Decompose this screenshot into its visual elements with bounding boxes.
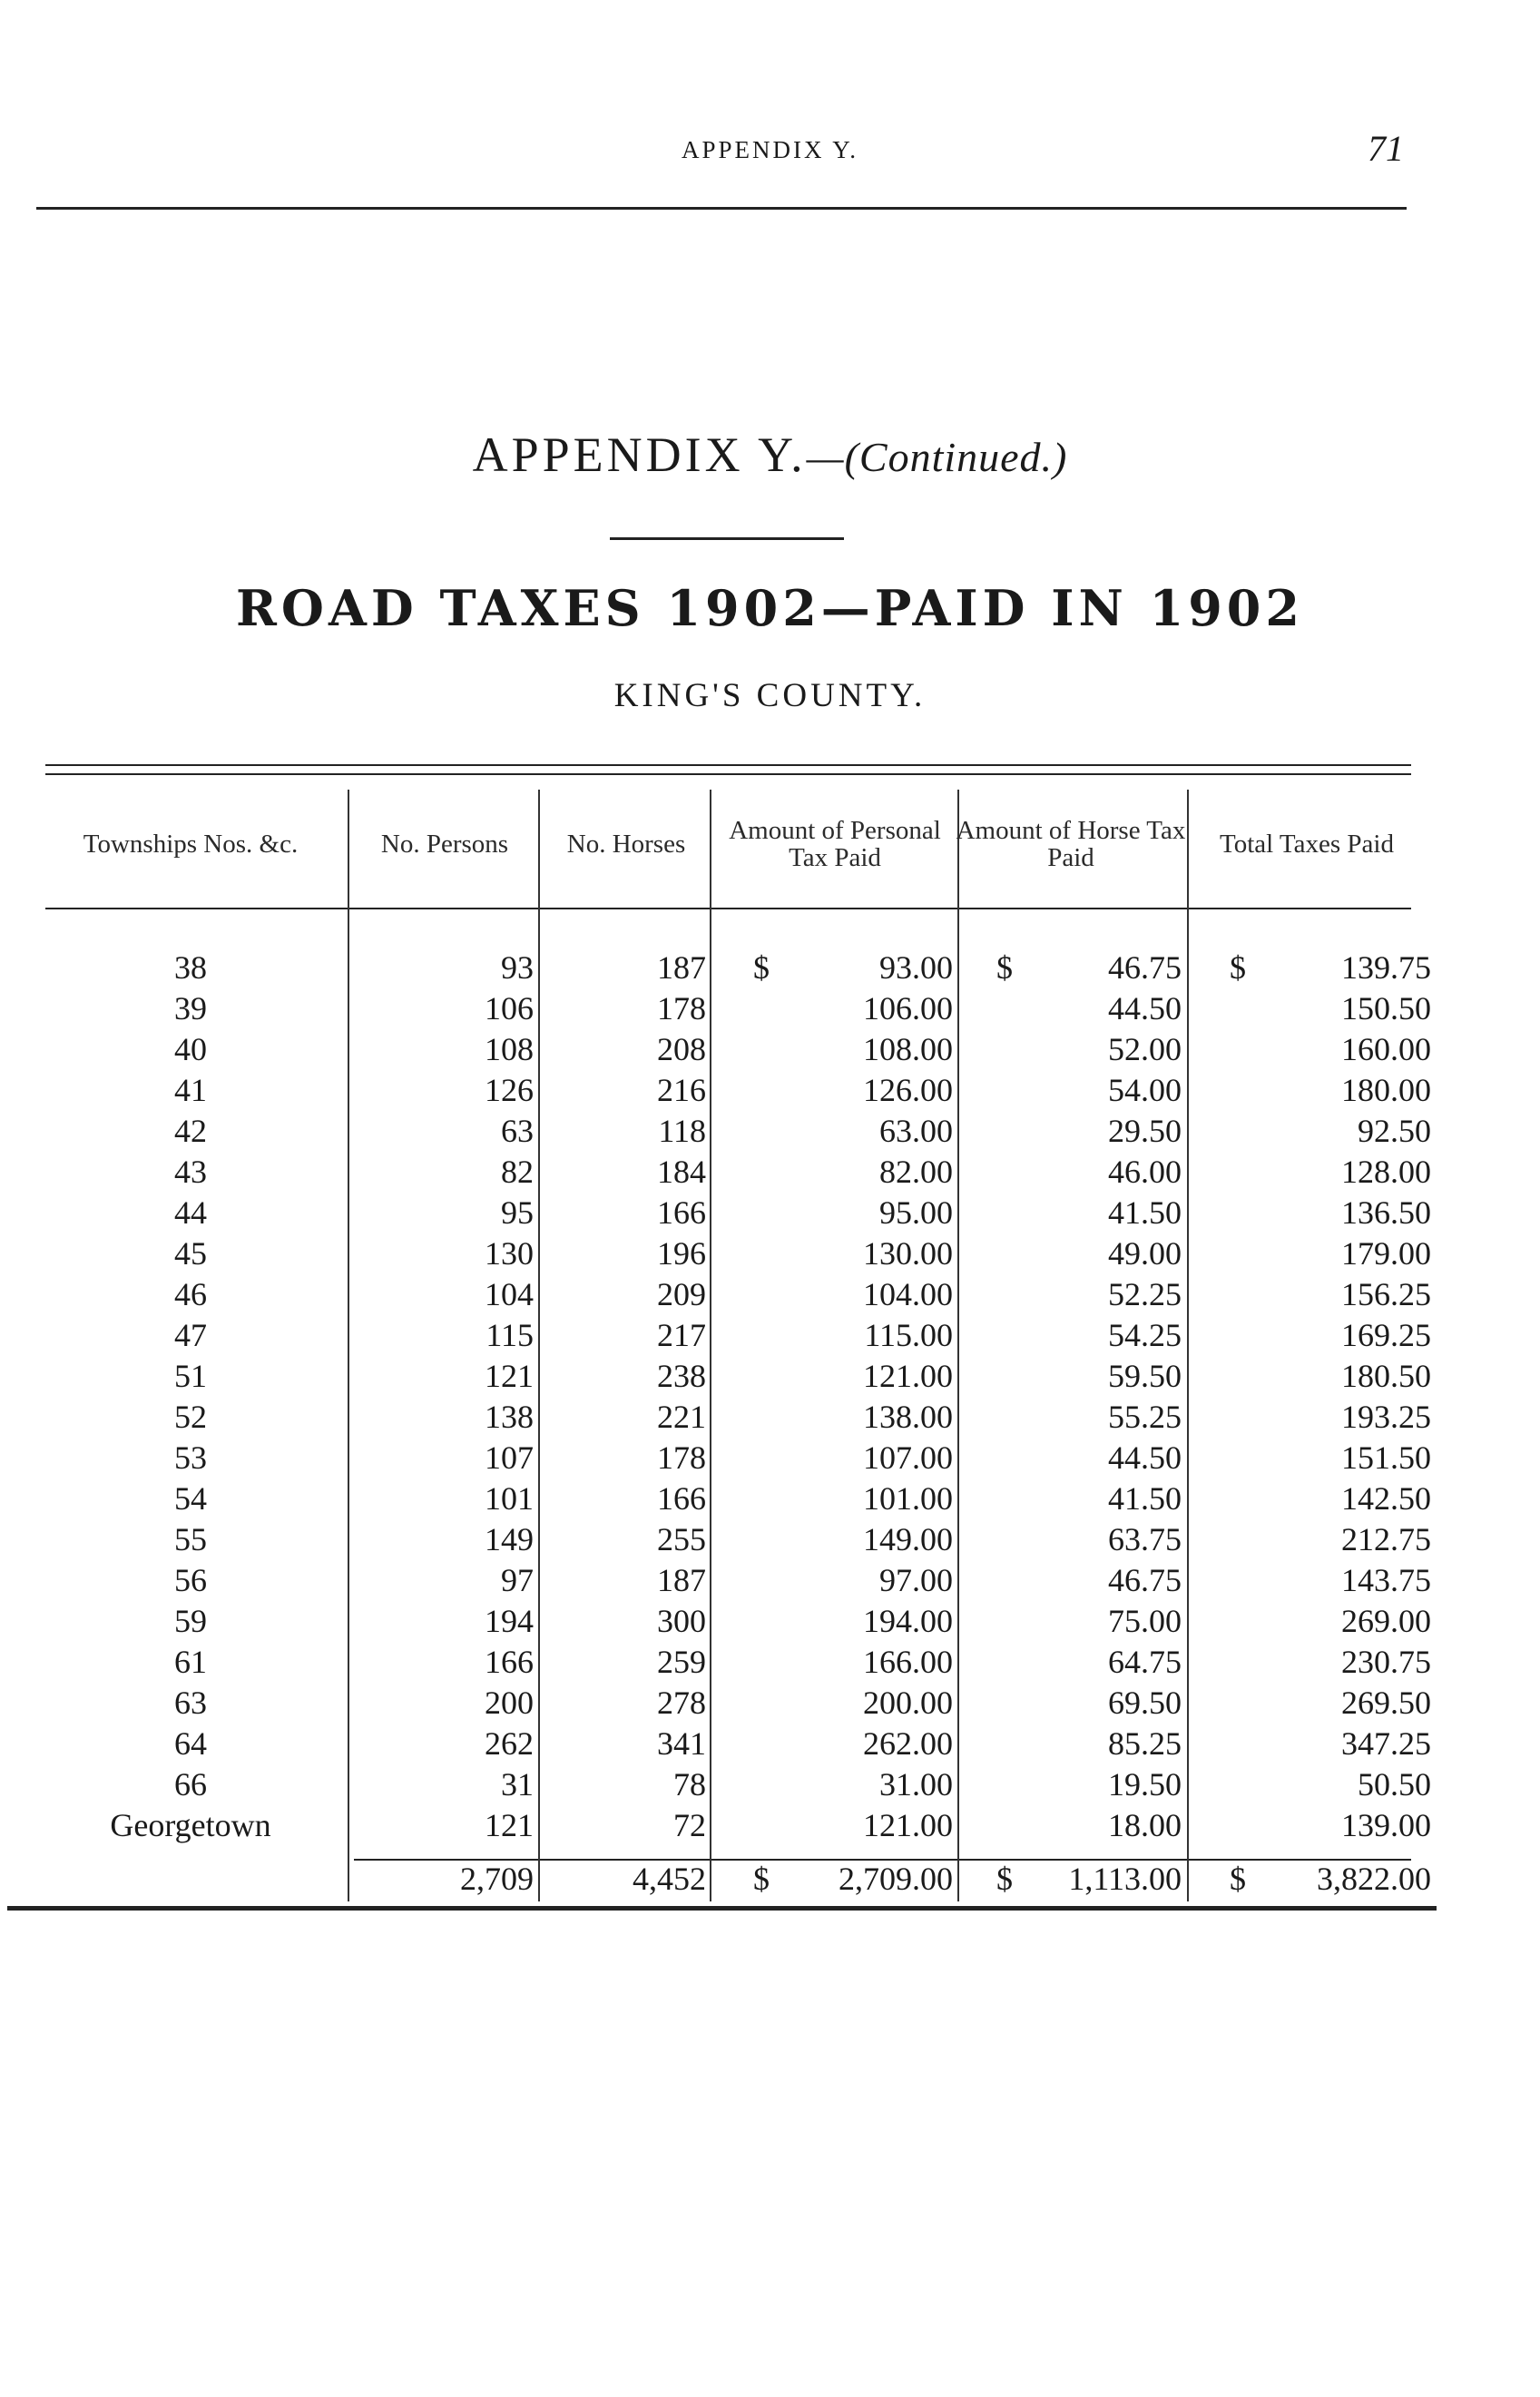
township-cell: Georgetown [110, 1807, 271, 1843]
township-cell: 38 [174, 949, 207, 986]
table-bottom-rule [7, 1906, 1437, 1911]
persons-cell: 166 [485, 1644, 534, 1680]
table-row [0, 1233, 1540, 1274]
total-tax-cell: 269.50 [1341, 1685, 1431, 1721]
persons-cell: 95 [501, 1194, 534, 1231]
township-cell: 40 [174, 1031, 207, 1067]
township-cell: 39 [174, 990, 207, 1027]
table-row [0, 1152, 1540, 1193]
persons-cell: 121 [485, 1807, 534, 1843]
horse-tax-cell: 52.25 [1108, 1276, 1182, 1312]
township-cell: 45 [174, 1235, 207, 1272]
running-title: APPENDIX Y. [681, 136, 859, 163]
horses-cell: 178 [657, 1439, 706, 1476]
personal-tax-cell: 95.00 [879, 1194, 953, 1231]
header-persons: No. Persons [380, 829, 509, 859]
table-row [0, 1070, 1540, 1111]
county-title: KING'S COUNTY. [613, 677, 927, 714]
total-tax-cell: 139.00 [1341, 1807, 1431, 1843]
table-row [0, 1683, 1540, 1724]
horse-tax-cell: 64.75 [1108, 1644, 1182, 1680]
title-rule [610, 537, 844, 540]
horses-cell: 209 [657, 1276, 706, 1312]
persons-cell: 115 [486, 1317, 534, 1353]
horse-tax-cell: 69.50 [1108, 1685, 1182, 1721]
horses-cell: 259 [657, 1644, 706, 1680]
personal-tax-cell: 106.00 [863, 990, 953, 1027]
township-cell: 52 [174, 1399, 207, 1435]
township-cell: 51 [174, 1358, 207, 1394]
personal-tax-cell: 262.00 [863, 1725, 953, 1762]
dollar-sign: $ [1230, 949, 1246, 986]
township-cell: 56 [174, 1562, 207, 1598]
personal-tax-cell: 107.00 [863, 1439, 953, 1476]
township-cell: 44 [174, 1194, 207, 1231]
personal-tax-cell: 82.00 [879, 1154, 953, 1190]
township-cell: 59 [174, 1603, 207, 1639]
header-total-taxes: Total Taxes Paid [1220, 829, 1394, 859]
personal-tax-cell: 93.00 [879, 949, 953, 986]
table-row [0, 1397, 1540, 1438]
horses-cell: 278 [657, 1685, 706, 1721]
header-horse-tax: Amount of Horse Tax Paid [956, 815, 1186, 872]
table-row [0, 1438, 1540, 1478]
total-tax-cell: 347.25 [1341, 1725, 1431, 1762]
horses-cell: 166 [657, 1480, 706, 1517]
total-tax-cell: 193.25 [1341, 1399, 1431, 1435]
horse-tax-cell: 46.75 [1108, 949, 1182, 986]
horse-tax-cell: 55.25 [1108, 1399, 1182, 1435]
header-bottom-rule [45, 908, 1411, 909]
personal-tax-cell: 166.00 [863, 1644, 953, 1680]
total-tax-cell: 180.50 [1341, 1358, 1431, 1394]
township-cell: 47 [174, 1317, 207, 1353]
township-cell: 41 [174, 1072, 207, 1108]
dollar-sign: $ [753, 1861, 770, 1897]
horses-cell: 118 [658, 1113, 706, 1149]
personal-tax-cell: 31.00 [879, 1766, 953, 1803]
totals-row [0, 1859, 1540, 1900]
township-cell: 54 [174, 1480, 207, 1517]
table-row [0, 1315, 1540, 1356]
total-tax-cell: 142.50 [1341, 1480, 1431, 1517]
horses-cell: 187 [657, 1562, 706, 1598]
personal-tax-cell: 121.00 [863, 1358, 953, 1394]
horse-tax-cell: 41.50 [1108, 1194, 1182, 1231]
total-horses-cell: 4,452 [633, 1861, 706, 1897]
total-tax-cell: 139.75 [1341, 949, 1431, 986]
horses-cell: 196 [657, 1235, 706, 1272]
personal-tax-cell: 149.00 [863, 1521, 953, 1557]
personal-tax-cell: 121.00 [863, 1807, 953, 1843]
personal-tax-cell: 194.00 [863, 1603, 953, 1639]
total-tax-cell: 136.50 [1341, 1194, 1431, 1231]
persons-cell: 106 [485, 990, 534, 1027]
table-row [0, 1478, 1540, 1519]
horses-cell: 178 [657, 990, 706, 1027]
persons-cell: 126 [485, 1072, 534, 1108]
horses-cell: 216 [657, 1072, 706, 1108]
table-row [0, 1642, 1540, 1683]
persons-cell: 108 [485, 1031, 534, 1067]
personal-tax-cell: 63.00 [879, 1113, 953, 1149]
total-tax-cell: 230.75 [1341, 1644, 1431, 1680]
total-total-tax-cell: 3,822.00 [1317, 1861, 1431, 1897]
personal-tax-cell: 126.00 [863, 1072, 953, 1108]
horse-tax-cell: 54.00 [1108, 1072, 1182, 1108]
header-townships: Townships Nos. &c. [83, 829, 299, 859]
horses-cell: 341 [657, 1725, 706, 1762]
personal-tax-cell: 101.00 [863, 1480, 953, 1517]
total-tax-cell: 179.00 [1341, 1235, 1431, 1272]
horse-tax-cell: 18.00 [1108, 1807, 1182, 1843]
continued-label: —(Continued.) [806, 434, 1068, 480]
table-row [0, 1111, 1540, 1152]
township-cell: 43 [174, 1154, 207, 1190]
persons-cell: 31 [501, 1766, 534, 1803]
horse-tax-cell: 75.00 [1108, 1603, 1182, 1639]
table-row [0, 1519, 1540, 1560]
persons-cell: 149 [485, 1521, 534, 1557]
horse-tax-cell: 52.00 [1108, 1031, 1182, 1067]
horses-cell: 300 [657, 1603, 706, 1639]
horse-tax-cell: 19.50 [1108, 1766, 1182, 1803]
total-tax-cell: 169.25 [1341, 1317, 1431, 1353]
total-horse-tax-cell: 1,113.00 [1068, 1861, 1182, 1897]
persons-cell: 97 [501, 1562, 534, 1598]
horse-tax-cell: 44.50 [1108, 1439, 1182, 1476]
persons-cell: 200 [485, 1685, 534, 1721]
persons-cell: 121 [485, 1358, 534, 1394]
personal-tax-cell: 115.00 [864, 1317, 953, 1353]
persons-cell: 93 [501, 949, 534, 986]
horses-cell: 221 [657, 1399, 706, 1435]
horses-cell: 72 [673, 1807, 706, 1843]
dollar-sign: $ [996, 1861, 1013, 1897]
township-cell: 42 [174, 1113, 207, 1149]
table-row [0, 948, 1540, 988]
horse-tax-cell: 85.25 [1108, 1725, 1182, 1762]
personal-tax-cell: 130.00 [863, 1235, 953, 1272]
horse-tax-cell: 54.25 [1108, 1317, 1182, 1353]
horse-tax-cell: 59.50 [1108, 1358, 1182, 1394]
horse-tax-cell: 46.75 [1108, 1562, 1182, 1598]
table-row [0, 1724, 1540, 1764]
table-row [0, 1805, 1540, 1846]
horse-tax-cell: 29.50 [1108, 1113, 1182, 1149]
personal-tax-cell: 200.00 [863, 1685, 953, 1721]
table-row [0, 1274, 1540, 1315]
total-persons-cell: 2,709 [460, 1861, 534, 1897]
total-tax-cell: 180.00 [1341, 1072, 1431, 1108]
township-cell: 64 [174, 1725, 207, 1762]
horses-cell: 166 [657, 1194, 706, 1231]
persons-cell: 82 [501, 1154, 534, 1190]
horses-cell: 208 [657, 1031, 706, 1067]
table-row [0, 1764, 1540, 1805]
horse-tax-cell: 46.00 [1108, 1154, 1182, 1190]
header-horses: No. Horses [566, 829, 686, 859]
township-cell: 66 [174, 1766, 207, 1803]
header-rule [36, 207, 1407, 210]
persons-cell: 104 [485, 1276, 534, 1312]
table-row [0, 988, 1540, 1029]
appendix-label: APPENDIX Y. [472, 427, 807, 482]
total-tax-cell: 212.75 [1341, 1521, 1431, 1557]
table-top-rule [45, 764, 1411, 766]
persons-cell: 130 [485, 1235, 534, 1272]
total-tax-cell: 50.50 [1358, 1766, 1431, 1803]
horse-tax-cell: 44.50 [1108, 990, 1182, 1027]
horse-tax-cell: 41.50 [1108, 1480, 1182, 1517]
table-row [0, 1560, 1540, 1601]
persons-cell: 138 [485, 1399, 534, 1435]
township-cell: 46 [174, 1276, 207, 1312]
personal-tax-cell: 138.00 [863, 1399, 953, 1435]
persons-cell: 107 [485, 1439, 534, 1476]
horses-cell: 255 [657, 1521, 706, 1557]
total-tax-cell: 160.00 [1341, 1031, 1431, 1067]
township-cell: 55 [174, 1521, 207, 1557]
table-top-rule-2 [45, 773, 1411, 775]
horses-cell: 184 [657, 1154, 706, 1190]
total-personal-tax-cell: 2,709.00 [839, 1861, 953, 1897]
township-cell: 61 [174, 1644, 207, 1680]
total-tax-cell: 151.50 [1341, 1439, 1431, 1476]
total-tax-cell: 128.00 [1341, 1154, 1431, 1190]
table-row [0, 1356, 1540, 1397]
personal-tax-cell: 108.00 [863, 1031, 953, 1067]
appendix-title [0, 427, 1540, 483]
horses-cell: 78 [673, 1766, 706, 1803]
table-row [0, 1601, 1540, 1642]
dollar-sign: $ [996, 949, 1013, 986]
persons-cell: 101 [485, 1480, 534, 1517]
main-title: ROAD TAXES 1902—PAID IN 1902 [236, 579, 1304, 637]
table-row [0, 1193, 1540, 1233]
page-number: 71 [1368, 128, 1404, 169]
persons-cell: 262 [485, 1725, 534, 1762]
horses-cell: 217 [657, 1317, 706, 1353]
horse-tax-cell: 63.75 [1108, 1521, 1182, 1557]
persons-cell: 63 [501, 1113, 534, 1149]
total-tax-cell: 156.25 [1341, 1276, 1431, 1312]
horse-tax-cell: 49.00 [1108, 1235, 1182, 1272]
horses-cell: 187 [657, 949, 706, 986]
dollar-sign: $ [1230, 1861, 1246, 1897]
total-tax-cell: 92.50 [1358, 1113, 1431, 1149]
persons-cell: 194 [485, 1603, 534, 1639]
total-tax-cell: 269.00 [1341, 1603, 1431, 1639]
header-personal-tax: Amount of Personal Tax Paid [729, 815, 941, 872]
total-tax-cell: 150.50 [1341, 990, 1431, 1027]
dollar-sign: $ [753, 949, 770, 986]
table-row [0, 1029, 1540, 1070]
running-head [0, 128, 1540, 191]
horses-cell: 238 [657, 1358, 706, 1394]
total-tax-cell: 143.75 [1341, 1562, 1431, 1598]
township-cell: 63 [174, 1685, 207, 1721]
township-cell: 53 [174, 1439, 207, 1476]
personal-tax-cell: 97.00 [879, 1562, 953, 1598]
personal-tax-cell: 104.00 [863, 1276, 953, 1312]
